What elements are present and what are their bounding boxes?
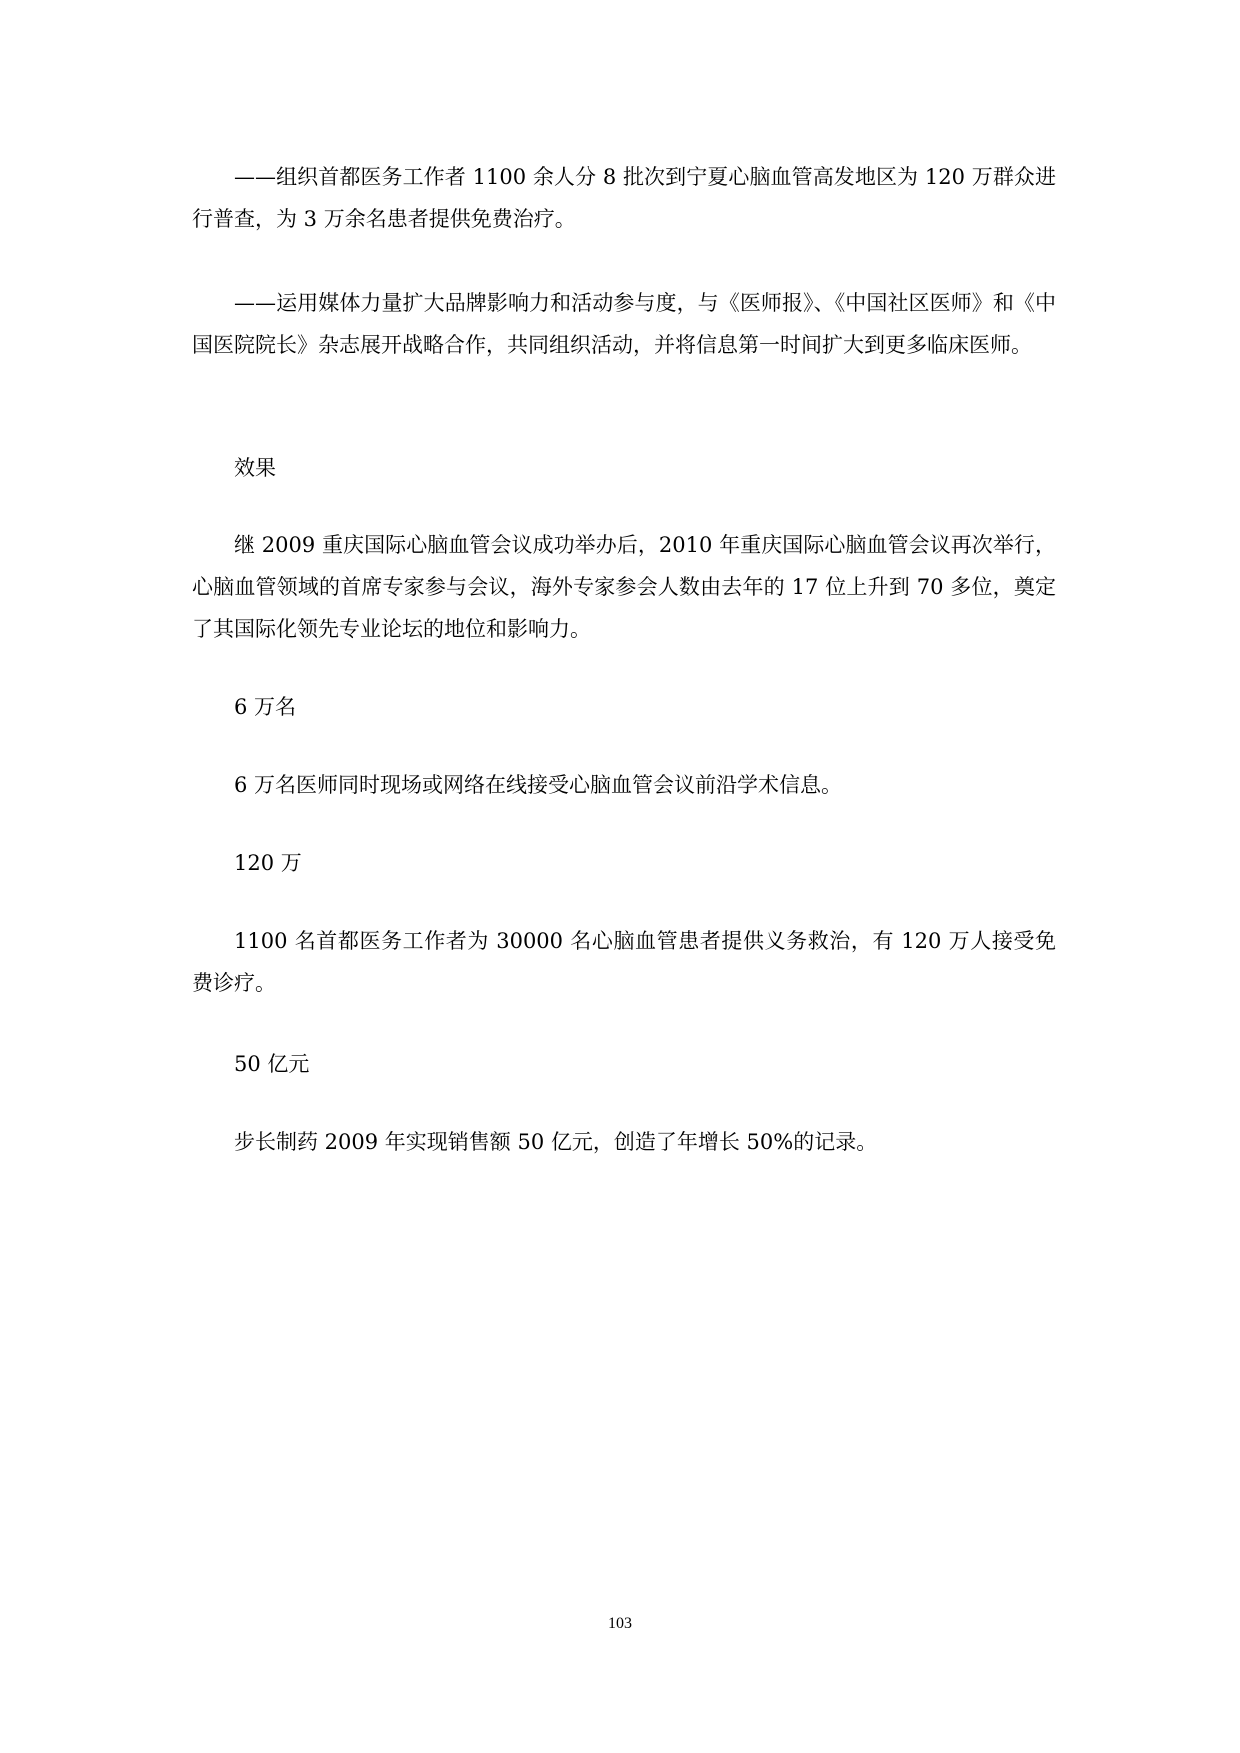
paragraph-ningxia-screening: ——组织首都医务工作者 1100 余人分 8 批次到宁夏心脑血管高发地区为 120 万群众进行普查，为 3 万余名患者提供免费治疗。 (192, 165, 1056, 231)
stat-heading-60k: 6 万名 (234, 695, 297, 719)
paragraph-chongqing-conference: 继 2009 重庆国际心脑血管会议成功举办后，2010 年重庆国际心脑血管会议再次举行，心脑血管领域的首席专家参与会议，海外专家参会人数由去年的 17 位上升到 70 多位，奠定了其国际化领先专业论坛的地位和影响力。 (192, 533, 1056, 641)
paragraph-free-treatment: 1100 名首都医务工作者为 30000 名心脑血管患者提供义务救治，有 120 万人接受免费诊疗。 (192, 929, 1056, 995)
paragraph-60k-doctors: 6 万名医师同时现场或网络在线接受心脑血管会议前沿学术信息。 (234, 773, 843, 797)
stat-heading-5b: 50 亿元 (234, 1052, 310, 1076)
heading-results: 效果 (234, 456, 276, 480)
paragraph-sales-record: 步长制药 2009 年实现销售额 50 亿元，创造了年增长 50%的记录。 (234, 1130, 878, 1154)
paragraph-media-cooperation: ——运用媒体力量扩大品牌影响力和活动参与度，与《医师报》、《中国社区医师》和《中国医院院长》杂志展开战略合作，共同组织活动，并将信息第一时间扩大到更多临床医师。 (192, 291, 1056, 357)
page-number: 103 (608, 1615, 632, 1632)
stat-heading-1-2m: 120 万 (234, 851, 302, 875)
